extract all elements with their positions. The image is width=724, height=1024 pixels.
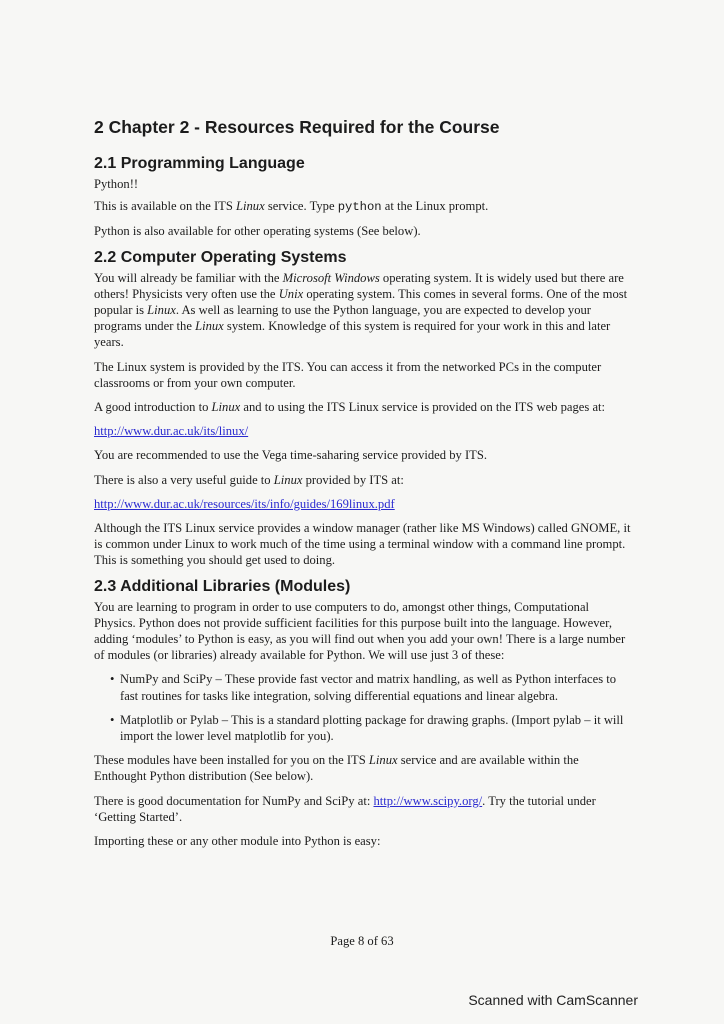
linux-guide-link[interactable]: http://www.dur.ac.uk/resources/its/info/guides/169linux.pdf (94, 496, 395, 511)
bullet-icon: • (110, 672, 115, 687)
s23-paragraph-3: There is good documentation for NumPy and SciPy at: http://www.scipy.org/. Try the tutorial under ‘Getting Started’. (94, 793, 596, 824)
section-heading-2-1: 2.1 Programming Language (94, 155, 305, 172)
s22-paragraph-6: Although the ITS Linux service provides a window manager (rather like MS Windows) called GNOME, it is common under Linux to work much of the time using a terminal window with a command line prompt. This is something you should get used to doing. (94, 521, 631, 568)
s22-paragraph-4: You are recommended to use the Vega time-saharing service provided by ITS. (94, 448, 487, 463)
scanner-watermark: Scanned with CamScanner (468, 992, 638, 1008)
section-heading-2-3: 2.3 Additional Libraries (Modules) (94, 577, 351, 595)
list-item: • NumPy and SciPy – These provide fast vector and matrix handling, as well as Python interfaces to fast routines for tasks like integration, solving differential equations and linear algebra. (110, 672, 617, 703)
s22-paragraph-5: There is also a very useful guide to Linux provided by ITS at: (94, 472, 404, 487)
page-content (94, 112, 632, 857)
s21-paragraph-3: Python is also available for other operating systems (See below). (94, 224, 421, 239)
module-list (94, 671, 632, 744)
inline-code: python (337, 200, 382, 215)
s22-paragraph-1: You will already be familiar with the Microsoft Windows operating system. It is widely used but there are others! Physicists very often use the Unix operating system. This comes in several forms. One of the most popular is Linux. As well as learning to use the Python language, you are expected to develop your programs under the Linux system. Knowledge of this system is required for your work in this and later years. (94, 270, 628, 350)
s22-paragraph-3: A good introduction to Linux and to using the ITS Linux service is provided on the ITS web pages at: (94, 400, 606, 415)
bullet-icon: • (110, 712, 115, 727)
s21-paragraph-1: Python!! (94, 177, 139, 191)
s23-paragraph-1: You are learning to program in order to use computers to do, amongst other things, Computational Physics. Python does not provide sufficient facilities for this purpose built into the language. However, adding ‘modules’ to Python is easy, as you will find out when you add your own! There is a large number of modules (or libraries) already available for Python. We will use just 3 of these: (94, 599, 626, 663)
linux-guide-link-line (94, 496, 632, 512)
linux-intro-link-line (94, 423, 632, 439)
s21-paragraph-2: This is available on the ITS Linux service. Type python at the Linux prompt. (94, 199, 489, 215)
scipy-link[interactable]: http://www.scipy.org/ (373, 793, 483, 808)
chapter-title: 2 Chapter 2 - Resources Required for the Course (94, 117, 500, 137)
linux-intro-link[interactable]: http://www.dur.ac.uk/its/linux/ (94, 424, 249, 439)
s23-paragraph-2: These modules have been installed for you on the ITS Linux service and are available within the Enthought Python distribution (See below). (94, 753, 579, 784)
s23-paragraph-4: Importing these or any other module into Python is easy: (94, 834, 381, 849)
s22-paragraph-2: The Linux system is provided by the ITS. You can access it from the networked PCs in the computer classrooms or from your own computer. (94, 359, 602, 390)
section-heading-2-2: 2.2 Computer Operating Systems (94, 248, 347, 266)
page-number: Page 8 of 63 (330, 934, 394, 948)
list-item: • Matplotlib or Pylab – This is a standard plotting package for drawing graphs. (Import pylab – it will import the lower level matplotlib for you). (110, 712, 624, 744)
